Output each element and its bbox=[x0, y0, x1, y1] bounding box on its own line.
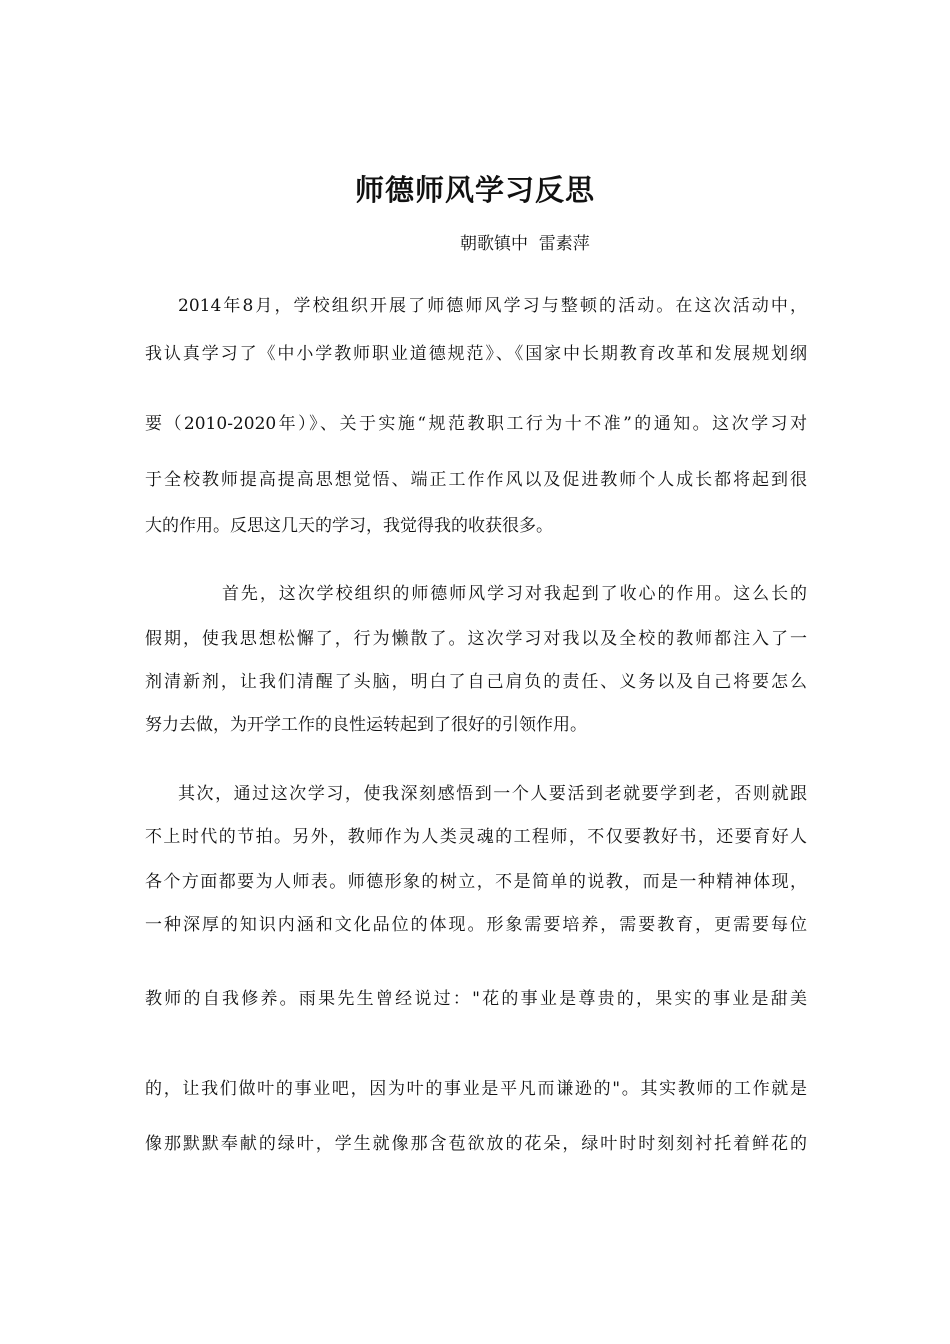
paragraph-2-line-1: 首先，这次学校组织的师德师风学习对我起到了收心的作用。这么长的 bbox=[222, 584, 807, 604]
paragraph-3-line-2: 不上时代的节拍。另外，教师作为人类灵魂的工程师，不仅要教好书，还要育好人 bbox=[145, 827, 807, 847]
document-title: 师德师风学习反思 bbox=[354, 173, 595, 207]
paragraph-3-line-6: 的，让我们做叶的事业吧，因为叶的事业是平凡而谦逊的"。其实教师的工作就是 bbox=[145, 1079, 807, 1099]
paragraph-3-line-5: 教师的自我修养。雨果先生曾经说过："花的事业是尊贵的，果实的事业是甜美 bbox=[145, 989, 807, 1009]
paragraph-3-line-1: 其次，通过这次学习，使我深刻感悟到一个人要活到老就要学到老，否则就跟 bbox=[178, 784, 807, 804]
paragraph-1-line-2: 我认真学习了《中小学教师职业道德规范》、《国家中长期教育改革和发展规划纲 bbox=[145, 344, 807, 364]
paragraph-1-line-3: 要（2010-2020年）》、关于实施“规范教职工行为十不准”的通知。这次学习对 bbox=[145, 414, 807, 434]
paragraph-1-line-5: 大的作用。反思这几天的学习，我觉得我的收获很多。 bbox=[145, 516, 553, 536]
paragraph-1-line-4: 于全校教师提高提高思想觉悟、端正工作作风以及促进教师个人成长都将起到很 bbox=[145, 470, 807, 490]
paragraph-3-line-3: 各个方面都要为人师表。师德形象的树立，不是简单的说教，而是一种精神体现， bbox=[145, 872, 807, 892]
paragraph-2-line-2: 假期，使我思想松懈了，行为懒散了。这次学习对我以及全校的教师都注入了一 bbox=[145, 629, 807, 649]
paragraph-2-line-4: 努力去做，为开学工作的良性运转起到了很好的引领作用。 bbox=[145, 715, 587, 735]
paragraph-3-line-4: 一种深厚的知识内涵和文化品位的体现。形象需要培养，需要教育，更需要每位 bbox=[145, 915, 807, 935]
document-author: 朝歌镇中 雷素萍 bbox=[460, 234, 590, 254]
paragraph-1-line-1: 2014年8月，学校组织开展了师德师风学习与整顿的活动。在这次活动中， bbox=[178, 296, 807, 316]
paragraph-2-line-3: 剂清新剂，让我们清醒了头脑，明白了自己肩负的责任、义务以及自己将要怎么 bbox=[145, 672, 807, 692]
paragraph-3-line-7: 像那默默奉献的绿叶，学生就像那含苞欲放的花朵，绿叶时时刻刻衬托着鲜花的 bbox=[145, 1134, 807, 1154]
